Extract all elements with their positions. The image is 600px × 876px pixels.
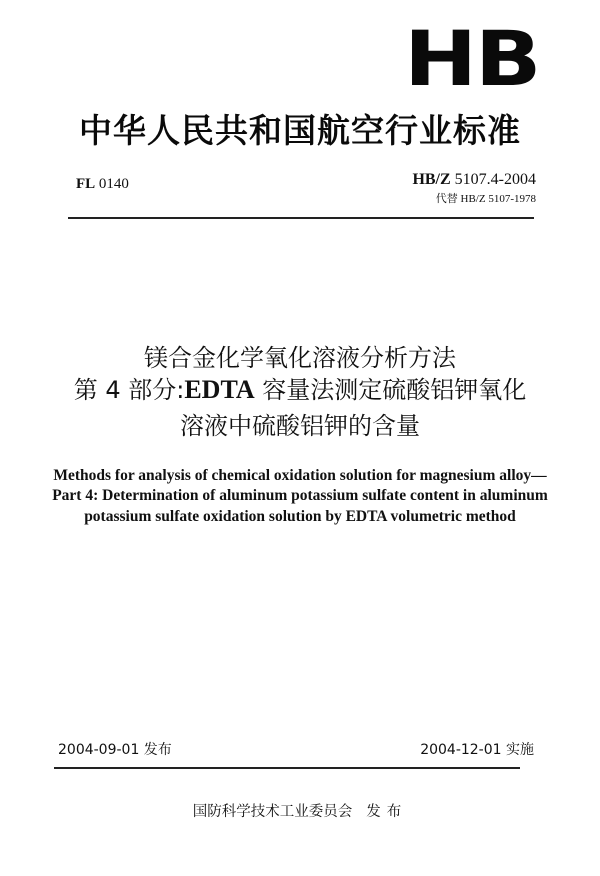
footer-divider — [54, 767, 520, 769]
standard-category-title: 中华人民共和国航空行业标准 — [79, 111, 521, 150]
publisher-name: 国防科学技术工业委员会 — [192, 804, 353, 820]
classification-number: 0140 — [98, 176, 129, 192]
chinese-title-edta: EDTA — [184, 375, 255, 404]
implementation-date: 2004-12-01 实施 — [420, 742, 534, 758]
standard-number — [412, 171, 536, 189]
chinese-title-part: 第 4 部分: — [73, 376, 185, 404]
chinese-title-line-1: 镁合金化学氧化溶液分析方法 — [144, 344, 456, 372]
issue-date: 2004-09-01 发布 — [58, 742, 172, 758]
publisher — [0, 800, 600, 821]
chinese-title-line-3: 溶液中硫酸铝钾的含量 — [180, 412, 420, 440]
hb-logo: HB — [404, 14, 540, 103]
replaces-standard: 代替 HB/Z 5107-1978 — [435, 193, 536, 205]
standard-number-value: 5107.4-2004 — [454, 171, 536, 188]
english-title-line-3: potassium sulfate oxidation solution by EDTA volumetric method — [84, 508, 516, 525]
english-title-line-1: Methods for analysis of chemical oxidation solution for magnesium alloy— — [53, 467, 547, 484]
classification-prefix: FL — [76, 176, 96, 192]
chinese-title-method: 容量法测定硫酸铝钾氧化 — [254, 376, 527, 404]
publisher-verb: 发布 — [366, 804, 408, 820]
standard-prefix: HB/Z — [412, 171, 451, 188]
english-title-line-2: Part 4: Determination of aluminum potassium sulfate content in aluminum — [52, 487, 548, 504]
header-divider — [68, 217, 534, 219]
classification-code — [76, 176, 129, 193]
chinese-title-line-2 — [0, 370, 600, 405]
